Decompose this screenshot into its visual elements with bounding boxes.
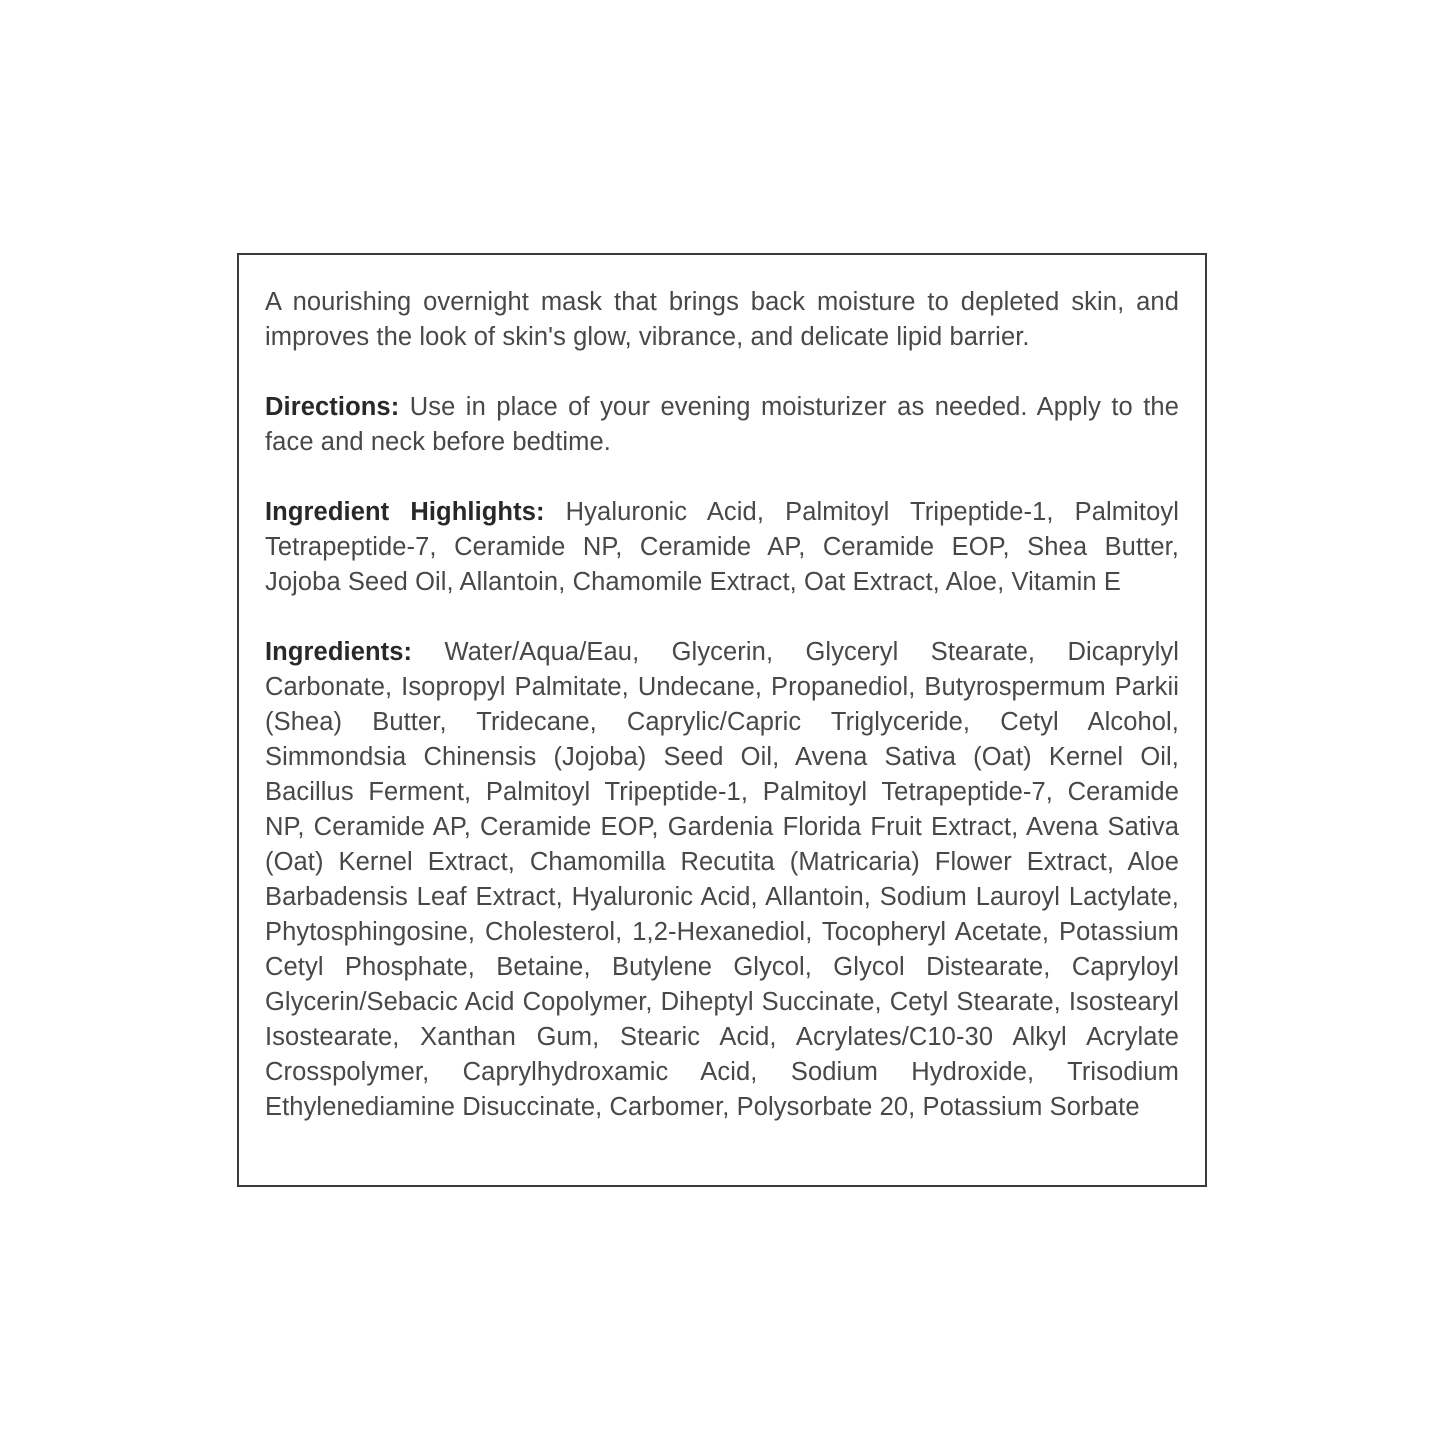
product-description-text: A nourishing overnight mask that brings back moisture to depleted skin, and improves the look of skin's glow, vibrance, and delicate lipid barrier. — [265, 288, 1179, 351]
ingredients-paragraph — [265, 635, 1179, 1125]
product-description — [265, 285, 1179, 355]
ingredient-highlights-text: Hyaluronic Acid, Palmitoyl Tripeptide-1, Palmitoyl Tetrapeptide-7, Ceramide NP, Ceramide AP, Ceramide EOP, Shea Butter, Jojoba Seed Oil, Allantoin, Chamomile Extract, Oat Extract, Aloe, Vitamin E — [265, 498, 1179, 596]
directions-label: Directions: — [265, 393, 400, 421]
ingredient-highlights-paragraph — [265, 495, 1179, 600]
product-label-box — [237, 253, 1207, 1187]
directions-paragraph — [265, 390, 1179, 460]
ingredient-highlights-label: Ingredient Highlights: — [265, 498, 545, 526]
ingredients-text: Water/Aqua/Eau, Glycerin, Glyceryl Stearate, Dicaprylyl Carbonate, Isopropyl Palmitate, Undecane, Propanediol, Butyrospermum Parkii (Shea) Butter, Tridecane, Caprylic/Capric Triglyceride, Cetyl Alcohol, Simmondsia Chinensis (Jojoba) Seed Oil, Avena Sativa (Oat) Kernel Oil, Bacillus Ferment, Palmitoyl Tripeptide-1, Palmitoyl Tetrapeptide-7, Ceramide NP, Ceramide AP, Ceramide EOP, Gardenia Florida Fruit Extract, Avena Sativa (Oat) Kernel Extract, Chamomilla Recutita (Matricaria) Flower Extract, Aloe Barbadensis Leaf Extract, Hyaluronic Acid, Allantoin, Sodium Lauroyl Lactylate, Phytosphingosine, Cholesterol, 1,2-Hexanediol, Tocopheryl Acetate, Potassium Cetyl Phosphate, Betaine, Butylene Glycol, Glycol Distearate, Capryloyl Glycerin/Sebacic Acid Copolymer, Diheptyl Succinate, Cetyl Stearate, Isostearyl Isostearate, Xanthan Gum, Stearic Acid, Acrylates/C10-30 Alkyl Acrylate Crosspolymer, Caprylhydroxamic Acid, Sodium Hydroxide, Trisodium Ethylenediamine Disuccinate, Carbomer, Polysorbate 20, Potassium Sorbate — [265, 638, 1180, 1121]
ingredients-label: Ingredients: — [265, 638, 413, 666]
directions-text: Use in place of your evening moisturizer as needed. Apply to the face and neck before bedtime. — [265, 393, 1179, 456]
